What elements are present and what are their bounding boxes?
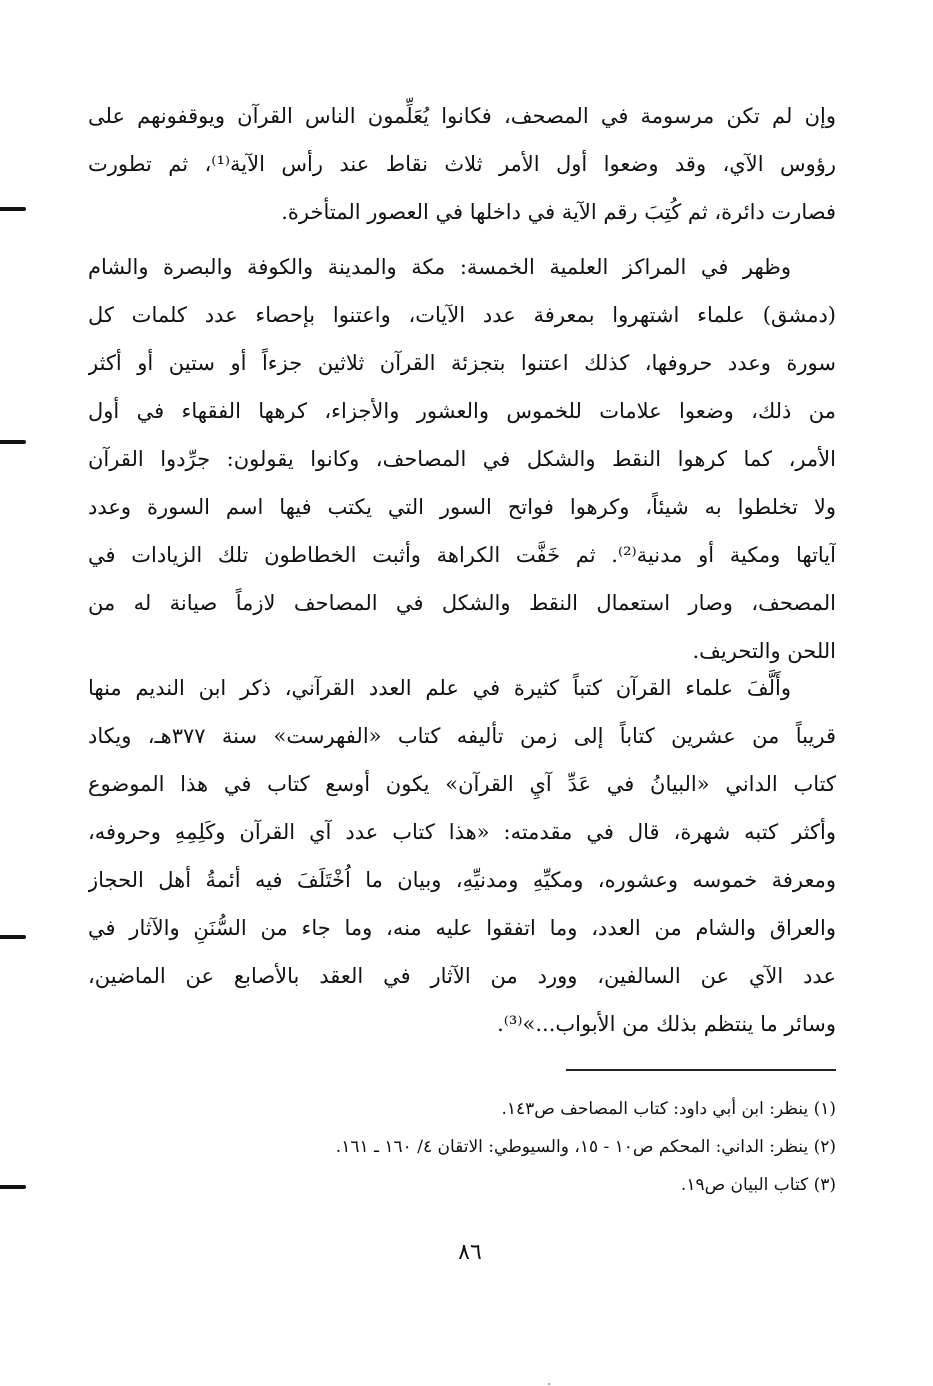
paragraph-1 bbox=[88, 92, 836, 236]
footnote-3: (٣) كتاب البيان ص١٩. bbox=[680, 1175, 836, 1195]
text-line: وأَلَّفَ علماء القرآن كتباً كثيرة في علم العدد القرآني، ذكر ابن النديم منها bbox=[88, 676, 791, 700]
text-line: كتاب الداني «البيانُ في عَدِّ آيِ القرآن» يكون أوسع كتاب في هذا الموضوع bbox=[88, 772, 836, 796]
text-line: ومعرفة خموسه وعشوره، ومكيِّهِ ومدنيِّهِ، وبيان ما اُخْتَلَفَ فيه أئمةُ أهل الحجاز bbox=[88, 868, 836, 892]
footnote-1: (١) ينظر: ابن أبي داود: كتاب المصاحف ص١٤٣. bbox=[501, 1099, 836, 1119]
paragraph-2 bbox=[88, 243, 836, 675]
footnotes bbox=[88, 1090, 836, 1204]
text-line: والعراق والشام من العدد، وما اتفقوا عليه منه، وما جاء من السُّنَنِ والآثار في bbox=[88, 916, 836, 940]
margin-mark bbox=[0, 935, 26, 939]
text-line: رؤوس الآي، وقد وضعوا أول الأمر ثلاث نقاط عند رأس الآية⁽¹⁾، ثم تطورت bbox=[88, 152, 836, 176]
scan-speck bbox=[548, 1383, 550, 1385]
text-line: المصحف، وصار استعمال النقط والشكل في المصاحف لازماً صيانة له من bbox=[88, 591, 836, 615]
page-number: ٨٦ bbox=[458, 1240, 482, 1265]
text-line: وأكثر كتبه شهرة، قال في مقدمته: «هذا كتاب عدد آي القرآن وكَلِمِهِ وحروفه، bbox=[88, 820, 836, 844]
text-line: فصارت دائرة، ثم كُتِبَ رقم الآية في داخلها في العصور المتأخرة. bbox=[281, 200, 836, 224]
text-line: (دمشق) علماء اشتهروا بمعرفة عدد الآيات، واعتنوا بإحصاء عدد كلمات كل bbox=[88, 303, 836, 327]
text-line: آياتها ومكية أو مدنية⁽²⁾. ثم خَفَّت الكراهة وأثبت الخطاطون تلك الزيادات في bbox=[88, 543, 836, 567]
text-line: من ذلك، وضعوا علامات للخموس والعشور والأجزاء، كرهها الفقهاء في أول bbox=[88, 399, 836, 423]
text-line: قريباً من عشرين كتاباً إلى زمن تأليفه كتاب «الفهرست» سنة ٣٧٧هـ، ويكاد bbox=[88, 724, 836, 748]
text-line: عدد الآي عن السالفين، وورد من الآثار في العقد بالأصابع عن الماضين، bbox=[88, 964, 836, 988]
margin-mark bbox=[0, 440, 26, 444]
margin-mark bbox=[0, 1185, 26, 1189]
text-line: اللحن والتحريف. bbox=[692, 639, 836, 663]
text-line: وسائر ما ينتظم بذلك من الأبواب...»⁽³⁾. bbox=[497, 1012, 836, 1036]
margin-mark bbox=[0, 207, 26, 211]
paragraph-3 bbox=[88, 664, 836, 1048]
footnote-2: (٢) ينظر: الداني: المحكم ص١٠ - ١٥، والسيوطي: الاتقان ٤/ ١٦٠ ـ ١٦١. bbox=[335, 1137, 836, 1157]
text-line: سورة وعدد حروفها، كذلك اعتنوا بتجزئة القرآن ثلاثين جزءاً أو ستين أو أكثر bbox=[88, 351, 836, 375]
footnote-separator bbox=[566, 1069, 836, 1071]
text-line: ولا تخلطوا به شيئاً، وكرهوا فواتح السور التي يكتب فيها اسم السورة وعدد bbox=[88, 495, 836, 519]
text-line: وظهر في المراكز العلمية الخمسة: مكة والمدينة والكوفة والبصرة والشام bbox=[88, 255, 791, 279]
text-line: وإن لم تكن مرسومة في المصحف، فكانوا يُعَلِّمون الناس القرآن ويوقفونهم على bbox=[88, 104, 836, 128]
text-line: الأمر، كما كرهوا النقط والشكل في المصاحف، وكانوا يقولون: جرِّدوا القرآن bbox=[88, 447, 836, 471]
